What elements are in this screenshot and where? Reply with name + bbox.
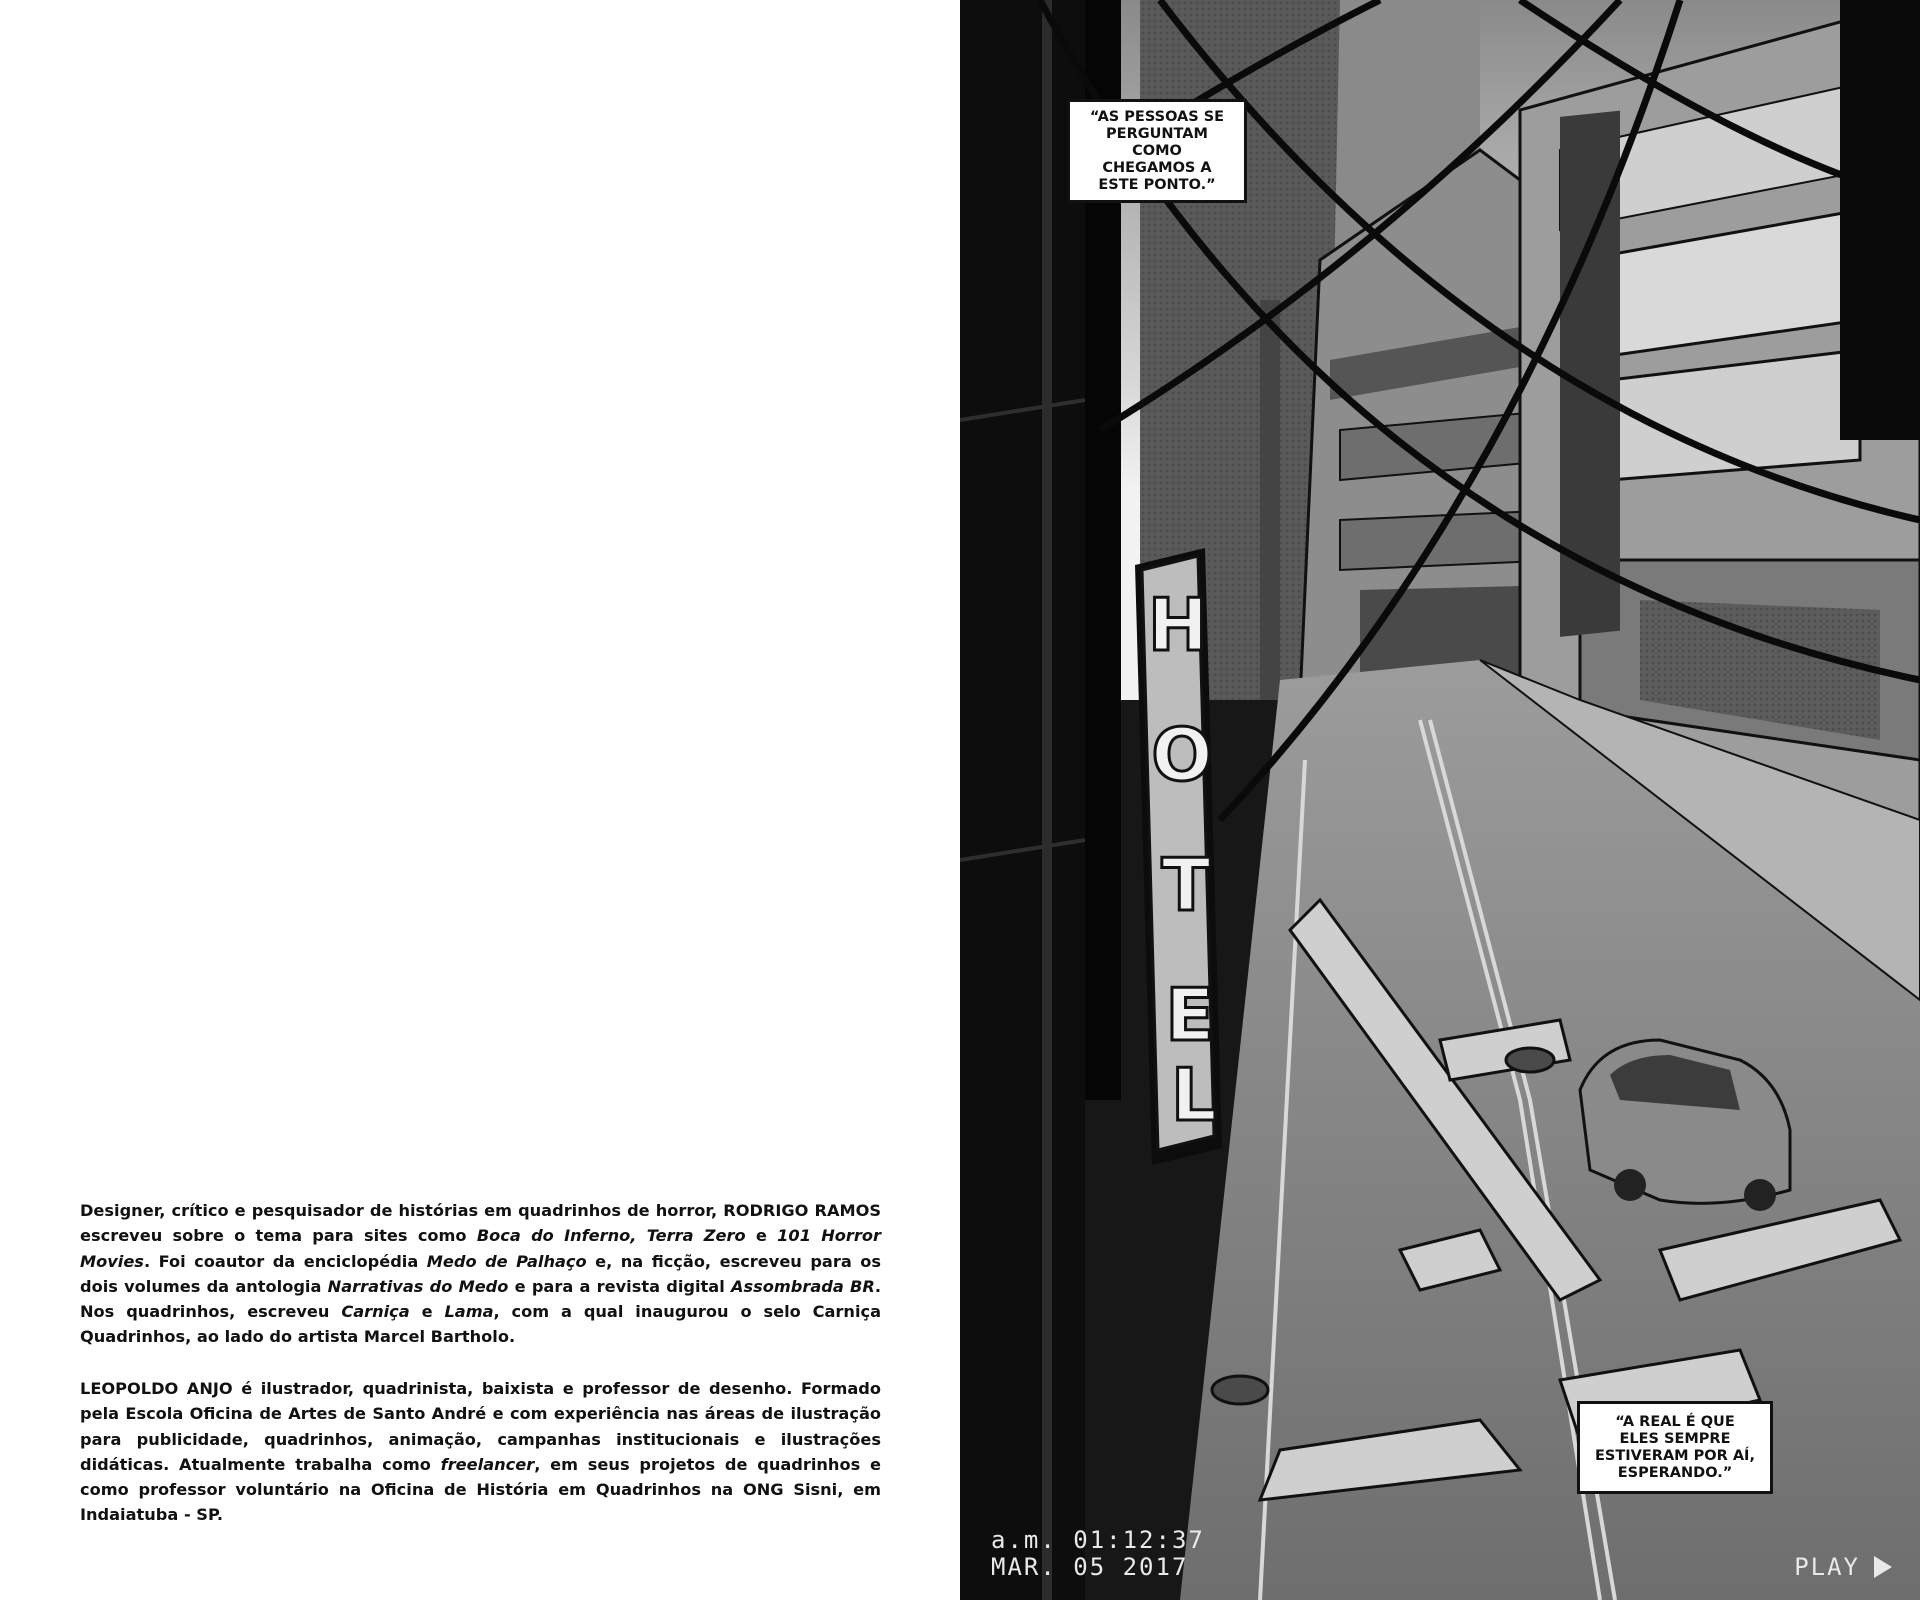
bio-rodrigo-ramos — [80, 1198, 881, 1350]
text-run: , em seus projetos de quadrinhos e como professor voluntário na Oficina de História em Quadrinhos na ONG Sisni, em Indaiatuba - SP. — [80, 1454, 881, 1525]
hotel-sign-letter-h: H — [1147, 583, 1209, 667]
power-pole — [960, 0, 1085, 1600]
hotel-sign-letter-t: T — [1161, 843, 1211, 927]
italic-title-run: Lama — [444, 1302, 494, 1322]
play-icon — [1874, 1556, 1892, 1578]
italic-title-run: Boca do Inferno, Terra Zero — [476, 1226, 746, 1246]
vhs-timestamp: a.m. 01:12:37 — [991, 1526, 1205, 1554]
text-run: e — [409, 1302, 445, 1322]
italic-title-run: 101 Horror Movies — [80, 1226, 881, 1271]
caption-box-top: “AS PESSOAS SE PERGUNTAM COMO CHEGAMOS A ESTE PONTO.” — [1067, 99, 1247, 203]
text-run: , com a qual inaugurou o selo Carniça Quadrinhos, ao lado do artista Marcel Bartholo. — [80, 1302, 882, 1347]
vhs-play-label: PLAY — [1794, 1553, 1860, 1581]
italic-title-run: freelancer — [440, 1454, 535, 1474]
comic-panel — [960, 0, 1920, 1600]
text-run: e — [745, 1226, 778, 1246]
text-run: Designer, crítico e pesquisador de histórias em quadrinhos de horror, RODRIGO RAMOS escreveu sobre o tema para sites como — [80, 1201, 881, 1246]
italic-title-run: Assombrada BR — [731, 1276, 875, 1296]
text-run: e para a revista digital — [508, 1276, 731, 1296]
italic-title-run: Carniça — [341, 1302, 410, 1322]
text-run: e, na ficção, escreveu para os dois volumes da antologia — [80, 1251, 882, 1296]
vhs-date: MAR. 05 2017 — [991, 1553, 1189, 1581]
text-run: LEOPOLDO ANJO é ilustrador, quadrinista, baixista e professor de desenho. Formado pela Escola Oficina de Artes de Santo André e com experiência nas áreas de ilustração para publicidade, quadrinhos, animação, campanhas institucionais e ilustrações didáticas. Atualmente trabalha como — [80, 1379, 881, 1474]
text-run: . Nos quadrinhos, escreveu — [80, 1276, 881, 1322]
bio-leopoldo-anjo — [80, 1376, 881, 1528]
italic-title-run: Narrativas do Medo — [327, 1276, 509, 1296]
hotel-sign-letter-o: O — [1151, 713, 1213, 797]
italic-title-run: Medo de Palhaço — [426, 1251, 587, 1271]
caption-box-bottom: “A REAL É QUE ELES SEMPRE ESTIVERAM POR AÍ, ESPERANDO.” — [1577, 1401, 1773, 1494]
vhs-play-indicator — [1794, 1553, 1892, 1581]
comic-illustration — [960, 0, 1920, 1600]
hotel-sign-letter-l: L — [1171, 1053, 1217, 1137]
hotel-sign-letter-e: E — [1165, 973, 1215, 1057]
text-run: . Foi coautor da enciclopédia — [143, 1251, 427, 1271]
